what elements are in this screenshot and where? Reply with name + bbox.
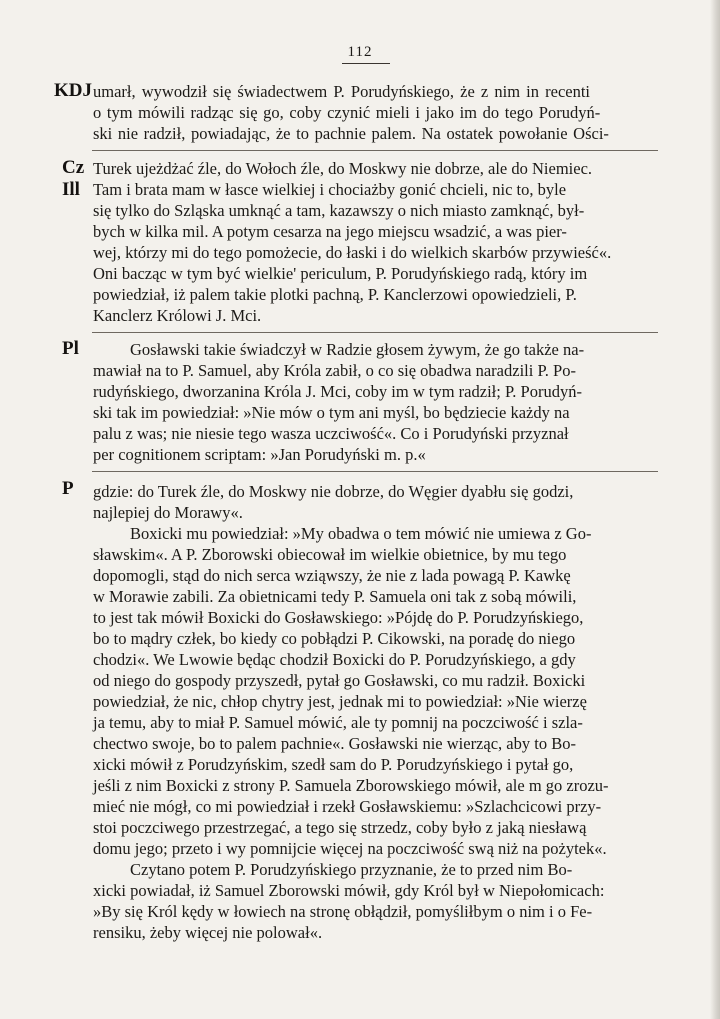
siglum-kdj: KDJ: [54, 80, 92, 101]
text-line: per cognitionem scriptam: »Jan Porudyński m. p.«: [93, 445, 426, 464]
section-divider: [92, 332, 658, 333]
section-divider: [92, 471, 658, 472]
text-line: domu jego; przeto i wy pomnijcie więcej na poczciwość swą niż na pożytek«.: [93, 839, 607, 858]
text-line: się tylko do Szląska umknąć a tam, kazawszy o nich miasto zamknąć, był-: [93, 201, 585, 220]
siglum-pl: Pl: [62, 338, 79, 359]
text-line: bych w kilka mil. A potym cesarza na jego miejscu wsadzić, a was pier-: [93, 222, 567, 241]
text-line: Czytano potem P. Porudzyńskiego przyznanie, że to przed nim Bo-: [130, 860, 573, 879]
text-line: »By się Król kędy w łowiech na stronę obłądził, pomyśliłbym o nim i o Fe-: [93, 902, 593, 921]
text-line: o tym mówili radząc się go, coby czynić mieli i jako im do tego Porudyń-: [93, 103, 601, 122]
text-line: najlepiej do Morawy«.: [93, 503, 243, 522]
text-line: Boxicki mu powiedział: »My obadwa o tem mówić nie umiewa z Go-: [130, 524, 592, 543]
text-line: sławskim«. A P. Zborowski obiecował im wielkie obietnice, by mu tego: [93, 545, 567, 564]
text-line: umarł, wywodził się świadectwem P. Porudyńskiego, że z nim in recenti: [93, 82, 591, 101]
text-line: palu z was; nie niesie tego wasza uczciwość«. Co i Porudyński przyznał: [93, 424, 569, 443]
text-line: jeśli z nim Boxicki z strony P. Samuela Zborowskiego mówił, ale m go zrozu-: [93, 776, 609, 795]
section-divider: [92, 150, 658, 151]
text-line: powiedział, iż palem takie plotki pachną, P. Kanclerzowi opowiedzieli, P.: [93, 285, 577, 304]
page-number-rule: [342, 63, 390, 64]
text-line: rudyńskiego, dworzanina Króla J. Mci, coby im w tym radził; P. Porudyń-: [93, 382, 582, 401]
text-line: ski tak im powiedział: »Nie mów o tym ani myśl, bo będziecie każdy na: [93, 403, 570, 422]
siglum-p: P: [62, 478, 74, 499]
text-line: powiedział, że nic, chłop chytry jest, jednak mi to powiedział: »Nie wierzę: [93, 692, 587, 711]
text-line: to jest tak mówił Boxicki do Gosławskiego: »Pójdę do P. Porudzyńskiego,: [93, 608, 584, 627]
page-number: 112: [347, 44, 373, 60]
siglum-ill: Ill: [62, 179, 80, 200]
text-line: Turek ujeżdżać źle, do Wołoch źle, do Moskwy nie dobrze, ale do Niemiec.: [93, 159, 593, 178]
text-line: rensiku, żeby więcej nie polował«.: [93, 923, 323, 942]
text-line: chodzi«. We Lwowie będąc chodził Boxicki do P. Porudzyńskiego, a gdy: [93, 650, 576, 669]
page-edge-shadow: [710, 0, 720, 1019]
text-line: ja temu, aby to miał P. Samuel mówić, ale ty pomnij na poczciwość i szla-: [93, 713, 583, 732]
siglum-cz: Cz: [62, 157, 85, 178]
text-line: Gosławski takie świadczył w Radzie głosem żywym, że go także na-: [130, 340, 585, 359]
text-line: wej, którzy mi do tego pomożecie, do łaski i do wielkich skarbów przywieść«.: [93, 243, 612, 262]
text-line: mieć nie mógł, co mi powiedział i rzekł Gosławskiemu: »Szlachcicowi przy-: [93, 797, 602, 816]
text-line: dopomogli, stąd do nich serca wziąwszy, że nie z lada powagą P. Kawkę: [93, 566, 571, 585]
text-line: w Morawie zabili. Za obietnicami tedy P. Samuela oni tak z sobą mówili,: [93, 587, 577, 606]
text-line: gdzie: do Turek źle, do Moskwy nie dobrze, do Węgier dyabłu się godzi,: [93, 482, 574, 501]
text-line: xicki mówił z Porudzyńskim, szedł sam do P. Porudzyńskiego i pytał go,: [93, 755, 574, 774]
text-line: od niego do gospody przyszedł, pytał go Gosławski, co mu radził. Boxicki: [93, 671, 586, 690]
text-line: Kanclerz Królowi J. Mci.: [93, 306, 262, 325]
text-line: Tam i brata mam w łasce wielkiej i chociażby gonić chcieli, nic to, byle: [93, 180, 567, 199]
text-line: ski nie radził, powiadając, że to pachnie palem. Na ostatek powołanie Ości-: [93, 124, 609, 143]
text-line: stoi poczciwego przestrzegać, a tego się strzedz, coby było z jaką niesławą: [93, 818, 587, 837]
text-line: chectwo swoje, bo to palem pachnie«. Gosławski nie wierząc, aby to Bo-: [93, 734, 576, 753]
text-line: xicki powiadał, iż Samuel Zborowski mówił, gdy Król był w Niepołomicach:: [93, 881, 605, 900]
text-line: mawiał na to P. Samuel, aby Króla zabił, o co się obadwa naradzili P. Po-: [93, 361, 576, 380]
text-line: bo to mądry człek, bo kiedy co pobłądzi P. Cikowski, na poradę do niego: [93, 629, 576, 648]
text-line: Oni bacząc w tym być wielkie' periculum, P. Porudyńskiego radą, który im: [93, 264, 588, 283]
